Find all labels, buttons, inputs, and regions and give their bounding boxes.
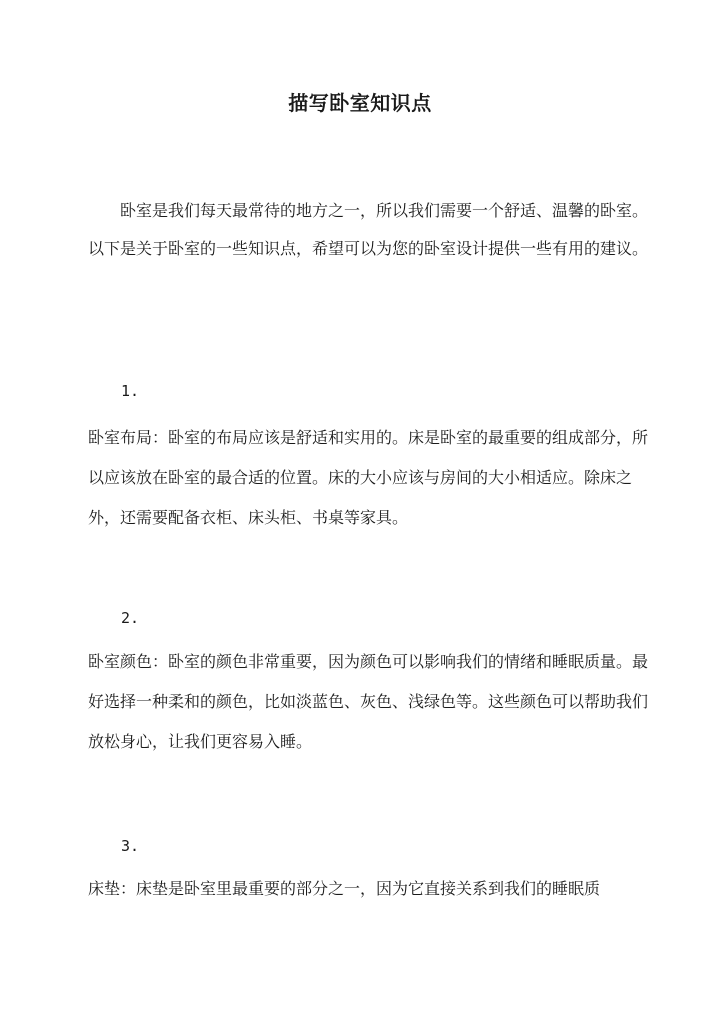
- section-paragraph: 卧室颜色：卧室的颜色非常重要，因为颜色可以影响我们的情绪和睡眠质量。最好选择一种柔和的颜色，比如淡蓝色、灰色、浅绿色等。这些颜色可以帮助我们放松身心，让我们更容易入睡。: [88, 652, 649, 751]
- section-paragraph: 卧室布局：卧室的布局应该是舒适和实用的。床是卧室的最重要的组成部分，所以应该放在卧室的最合适的位置。床的大小应该与房间的大小相适应。除床之外，还需要配备衣柜、床头柜、书桌等家具。: [88, 428, 649, 527]
- section-number: 3.: [121, 837, 140, 855]
- section-paragraph: 床垫：床垫是卧室里最重要的部分之一，因为它直接关系到我们的睡眠质: [88, 879, 601, 898]
- section-number: 1.: [121, 382, 140, 400]
- document-title: 描写卧室知识点: [288, 91, 432, 115]
- section-number: 2.: [121, 609, 140, 627]
- intro-paragraph: 卧室是我们每天最常待的地方之一，所以我们需要一个舒适、温馨的卧室。以下是关于卧室的一些知识点，希望可以为您的卧室设计提供一些有用的建议。: [88, 201, 649, 258]
